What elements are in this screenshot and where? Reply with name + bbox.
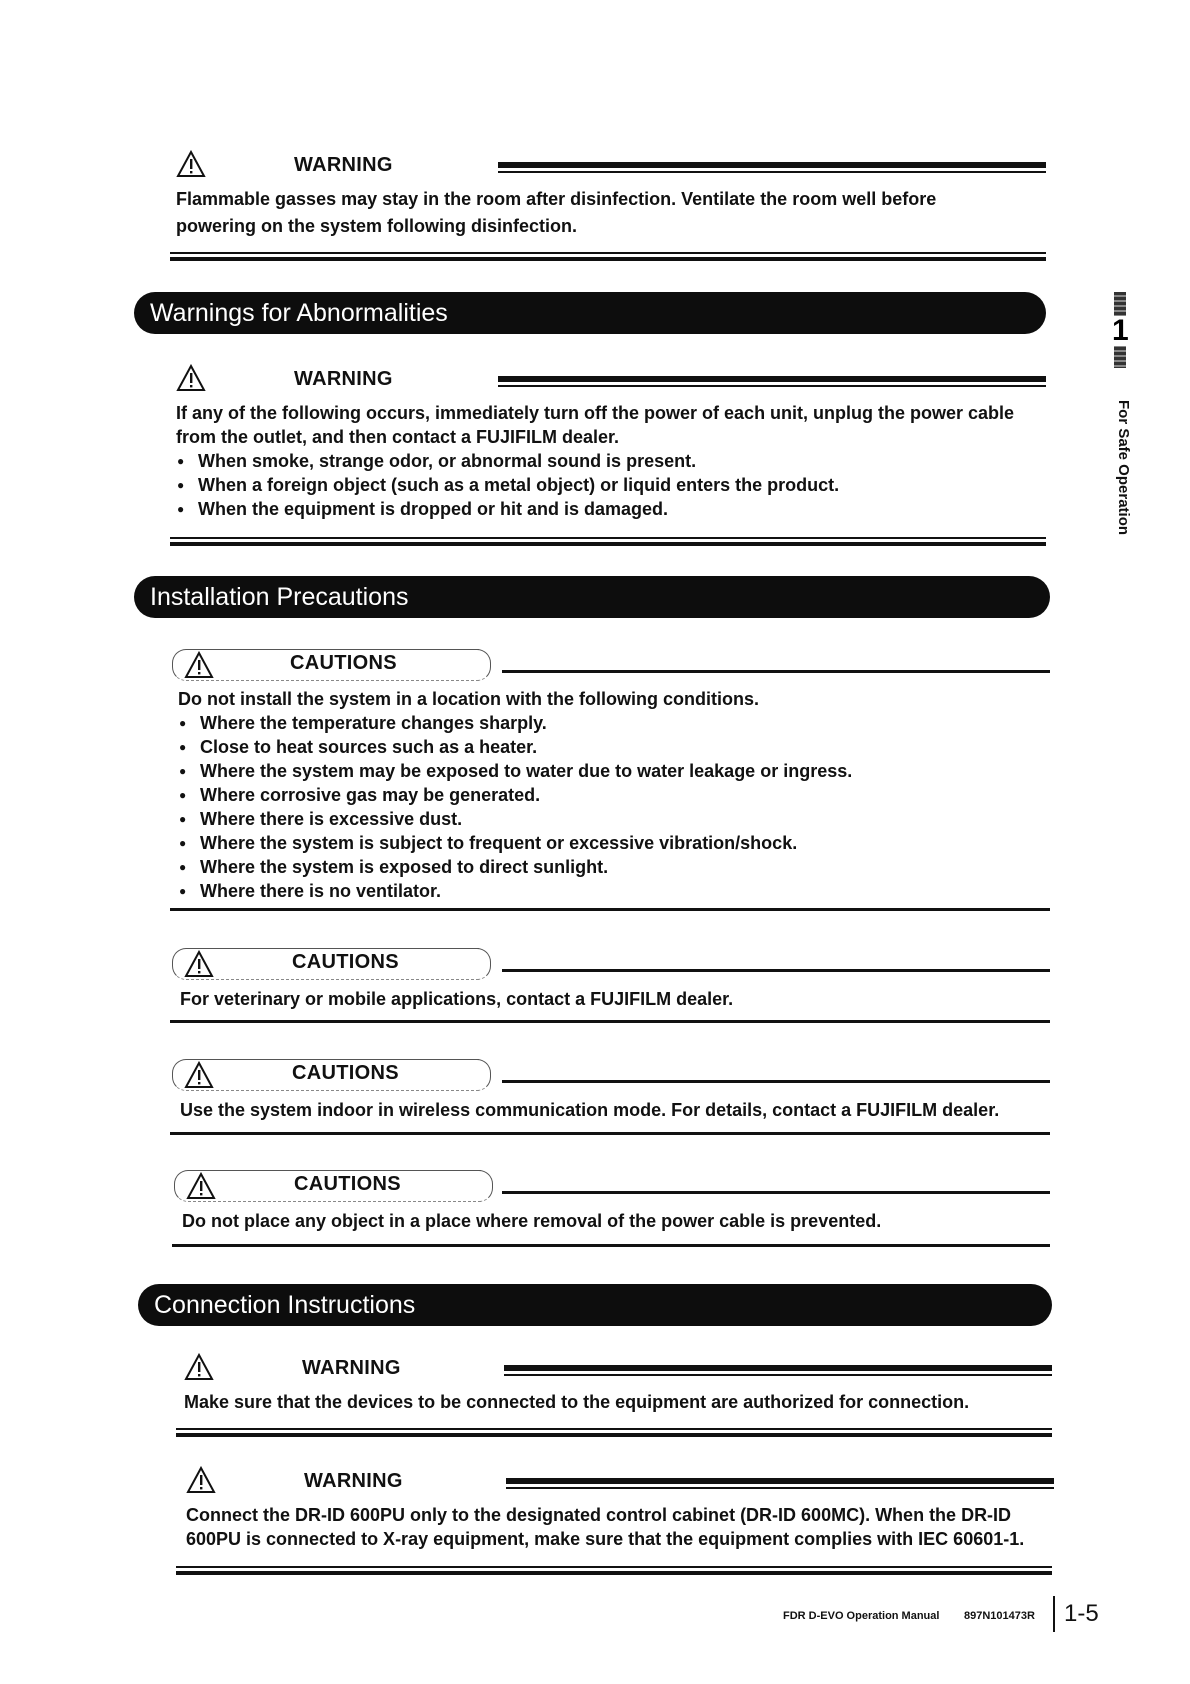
page-number: 1-5 [1064,1600,1099,1627]
warning-3-header [184,1353,1054,1387]
caution-1-body [178,687,1038,903]
warning-2-body [176,401,1016,521]
caution-4-signal: CAUTIONS [294,1173,401,1195]
warning-triangle-icon [184,1061,214,1089]
caution-4-rule [502,1191,1050,1194]
footer-doc-code: 897N101473R [964,1610,1035,1622]
warning-1-signal: WARNING [294,154,393,176]
caution-4-text: Do not place any object in a place where removal of the power cable is prevented. [182,1211,882,1231]
caution-4-header [172,1170,1050,1204]
warning-triangle-icon [186,1172,216,1200]
list-item: ● Where the system is exposed to direct sunlight. [178,855,1038,879]
caution-1-list [178,711,1038,903]
warning-2-rule [498,376,1046,382]
caution-3-text: Use the system indoor in wireless communication mode. For details, contact a FUJIFILM dealer. [180,1100,1000,1120]
caution-3-rule [502,1080,1050,1083]
warning-4-end-rule [176,1566,1052,1575]
caution-1-header [170,649,1050,683]
warning-4-header [186,1466,1054,1500]
caution-3-signal: CAUTIONS [292,1062,399,1084]
warning-1-header [176,150,1046,184]
warning-triangle-icon [184,950,214,978]
warning-2-rule-thin [498,385,1046,387]
section-title-abnormalities: Warnings for Abnormalities [134,292,1046,334]
caution-1-rule [502,670,1050,673]
warning-1-text: Flammable gasses may stay in the room after disinfection. Ventilate the room well before powering on the system following disinfection. [176,189,937,236]
warning-3-signal: WARNING [302,1357,401,1379]
list-item: ● Where there is no ventilator. [178,879,1038,903]
warning-1-rule [498,162,1046,168]
list-item: ● Where the temperature changes sharply. [178,711,1038,735]
list-item: ● When a foreign object (such as a metal object) or liquid enters the product. [176,473,1016,497]
warning-3-rule [504,1365,1052,1371]
caution-1-signal: CAUTIONS [290,652,397,674]
caution-3-frame-end [476,1059,491,1091]
footer-divider [1053,1596,1055,1632]
warning-2-list [176,449,1016,521]
warning-triangle-icon [176,150,206,178]
warning-3-text: Make sure that the devices to be connected to the equipment are authorized for connection. [184,1392,970,1412]
warning-4-signal: WARNING [304,1470,403,1492]
footer-manual-name: FDR D-EVO Operation Manual [783,1610,940,1622]
warning-2-header [176,364,1046,398]
caution-4-end-rule [172,1244,1050,1247]
caution-2-header [170,948,1050,982]
warning-3-rule-thin [504,1374,1052,1376]
warning-2-end-rule [170,537,1046,546]
caution-1-intro: Do not install the system in a location with the following conditions. [178,689,760,709]
caution-1-frame-end [476,649,491,681]
chapter-side-tab [1110,292,1150,562]
section-title-installation: Installation Precautions [134,576,1050,618]
chapter-number: 1 [1112,314,1129,347]
list-item: ● Where the system is subject to frequent or excessive vibration/shock. [178,831,1038,855]
list-item: ● When the equipment is dropped or hit and is damaged. [176,497,1016,521]
caution-2-frame-end [476,948,491,980]
caution-4-frame-end [478,1170,493,1202]
list-item: ● Where there is excessive dust. [178,807,1038,831]
caution-2-end-rule [170,1020,1050,1023]
caution-2-text: For veterinary or mobile applications, contact a FUJIFILM dealer. [180,989,734,1009]
chapter-label: For Safe Operation [1115,400,1132,536]
warning-triangle-icon [184,1353,214,1381]
section-title-connection: Connection Instructions [138,1284,1052,1326]
caution-2-signal: CAUTIONS [292,951,399,973]
warning-2-intro: If any of the following occurs, immediately turn off the power of each unit, unplug the power cable from the outlet, and then contact a FUJIFILM dealer. [176,403,1015,447]
list-item: ● Where the system may be exposed to water due to water leakage or ingress. [178,759,1038,783]
caution-2-rule [502,969,1050,972]
list-item: ● Where corrosive gas may be generated. [178,783,1038,807]
warning-1-end-rule [170,252,1046,261]
warning-triangle-icon [184,651,214,679]
list-item: ● Close to heat sources such as a heater. [178,735,1038,759]
warning-4-rule-thin [506,1487,1054,1489]
warning-1-rule-thin [498,171,1046,173]
warning-4-rule [506,1478,1054,1484]
list-item: ● When smoke, strange odor, or abnormal sound is present. [176,449,1016,473]
caution-3-header [170,1059,1050,1093]
caution-3-end-rule [170,1132,1050,1135]
warning-triangle-icon [186,1466,216,1494]
warning-4-text: Connect the DR-ID 600PU only to the designated control cabinet (DR-ID 600MC). When the DR-ID 600PU is connected to X-ray equipment, make sure that the equipment complies with IEC 60601-1. [186,1505,1025,1549]
warning-triangle-icon [176,364,206,392]
warning-3-end-rule [176,1428,1052,1437]
caution-1-end-rule [170,908,1050,911]
warning-2-signal: WARNING [294,368,393,390]
